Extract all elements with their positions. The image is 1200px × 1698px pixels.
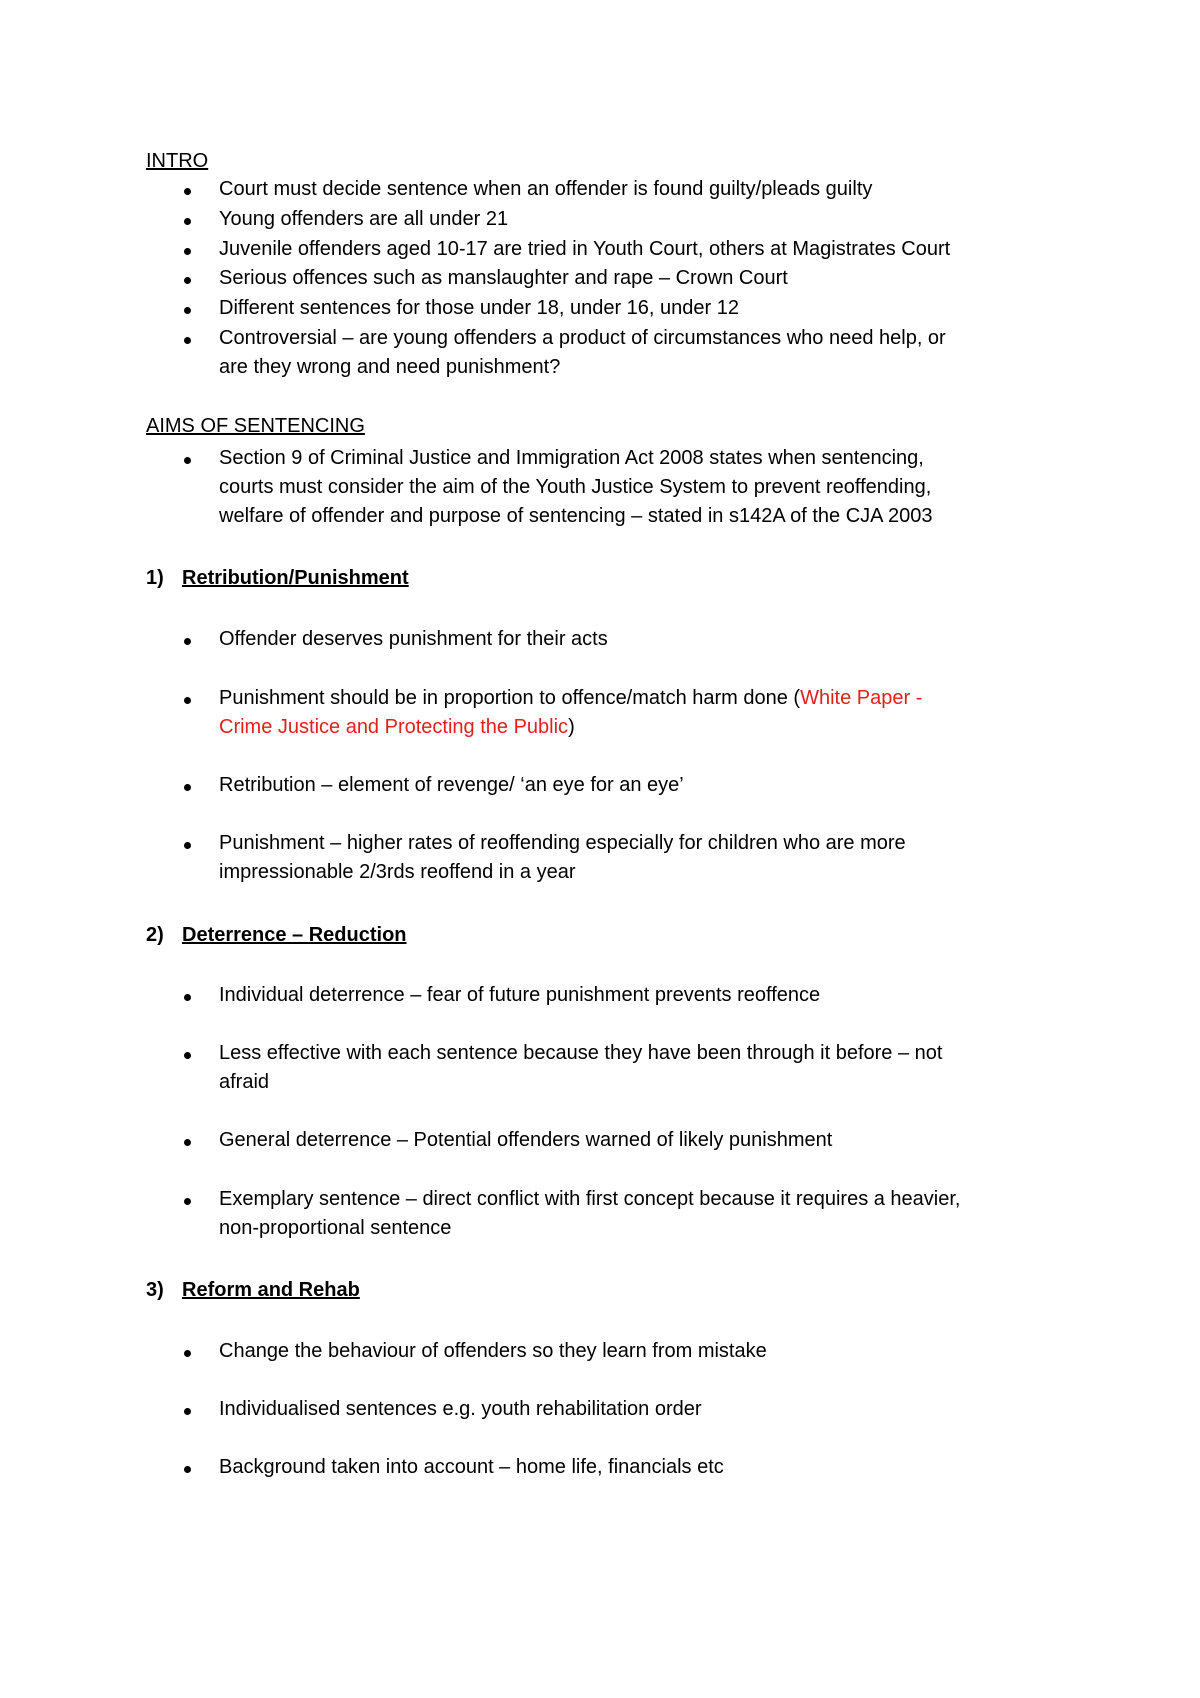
bullet-text [219,684,1064,742]
bullet-text: Individualised sentences e.g. youth rehabilitation order [219,1398,702,1420]
bullet-text: Different sentences for those under 18, under 16, under 12 [219,297,739,319]
bullet-icon [184,1395,214,1424]
section-number: 3) [146,1279,164,1301]
bullet-text-main: Punishment should be in proportion to offence/match harm done ( [219,687,801,709]
bullet-icon [184,294,214,323]
bullet-icon [184,264,214,293]
bullet-text: Individual deterrence – fear of future punishment prevents reoffence [219,984,821,1006]
bullet-text: General deterrence – Potential offenders warned of likely punishment [219,1129,833,1151]
bullet-icon [184,1039,214,1068]
bullet-text: Punishment – higher rates of reoffending especially for children who are more impressionable 2/3rds reoffend in a year [219,832,906,883]
bullet-icon [184,1337,214,1366]
bullet-icon [184,829,214,858]
list-item [184,205,1064,234]
section-number: 1) [146,567,164,589]
section-heading [146,924,407,947]
list-item [184,771,1064,800]
section-title: Retribution/Punishment [182,567,409,589]
list-item [184,1126,1064,1155]
list-item [184,684,1064,742]
bullet-icon [184,771,214,800]
list-item [184,235,1064,264]
section-number: 2) [146,924,164,946]
list-item [184,264,1064,293]
list-item [184,981,1064,1010]
bullet-text: Controversial – are young offenders a product of circumstances who need help, or are they wrong and need punishment? [219,327,946,378]
bullet-icon [184,625,214,654]
bullet-text: Court must decide sentence when an offender is found guilty/pleads guilty [219,178,873,200]
section-title: Reform and Rehab [182,1279,360,1301]
section-heading [146,1279,360,1302]
bullet-icon [184,444,214,473]
white-paper-reference: White Paper - Crime Justice and Protecting the Public [219,687,923,738]
list-item [184,1039,1064,1097]
bullet-text: Section 9 of Criminal Justice and Immigration Act 2008 states when sentencing, courts must consider the aim of the Youth Justice System to prevent reoffending, welfare of offender and purpose of sentencing – stated in s142A of the CJA 2003 [219,447,933,527]
section-title: Deterrence – Reduction [182,924,407,946]
list-item [184,294,1064,323]
bullet-text: Retribution – element of revenge/ ‘an eye for an eye’ [219,774,684,796]
bullet-text: Juvenile offenders aged 10-17 are tried in Youth Court, others at Magistrates Court [219,238,951,260]
list-item [184,1395,1064,1424]
bullet-icon [184,205,214,234]
bullet-icon [184,235,214,264]
section-heading [146,567,409,590]
aims-heading: AIMS OF SENTENCING [146,415,365,437]
list-item [184,444,1064,531]
bullet-icon [184,981,214,1010]
list-item [184,1453,1064,1482]
list-item [184,1337,1064,1366]
bullet-text: Background taken into account – home life, financials etc [219,1456,724,1478]
list-item [184,175,1064,204]
bullet-icon [184,1126,214,1155]
reference-close-paren: ) [568,716,575,738]
bullet-icon [184,1185,214,1214]
bullet-icon [184,684,214,713]
bullet-text: Less effective with each sentence because they have been through it before – not afraid [219,1042,943,1093]
bullet-text: Exemplary sentence – direct conflict with first concept because it requires a heavier, non-proportional sentence [219,1188,961,1239]
list-item [184,829,1064,887]
list-item [184,1185,1064,1243]
bullet-icon [184,1453,214,1482]
intro-heading: INTRO [146,150,209,172]
bullet-text: Serious offences such as manslaughter and rape – Crown Court [219,267,788,289]
bullet-text: Offender deserves punishment for their acts [219,628,608,650]
bullet-icon [184,324,214,353]
list-item [184,324,1064,382]
bullet-text: Change the behaviour of offenders so they learn from mistake [219,1340,767,1362]
bullet-text: Young offenders are all under 21 [219,208,509,230]
bullet-icon [184,175,214,204]
list-item [184,625,1064,654]
